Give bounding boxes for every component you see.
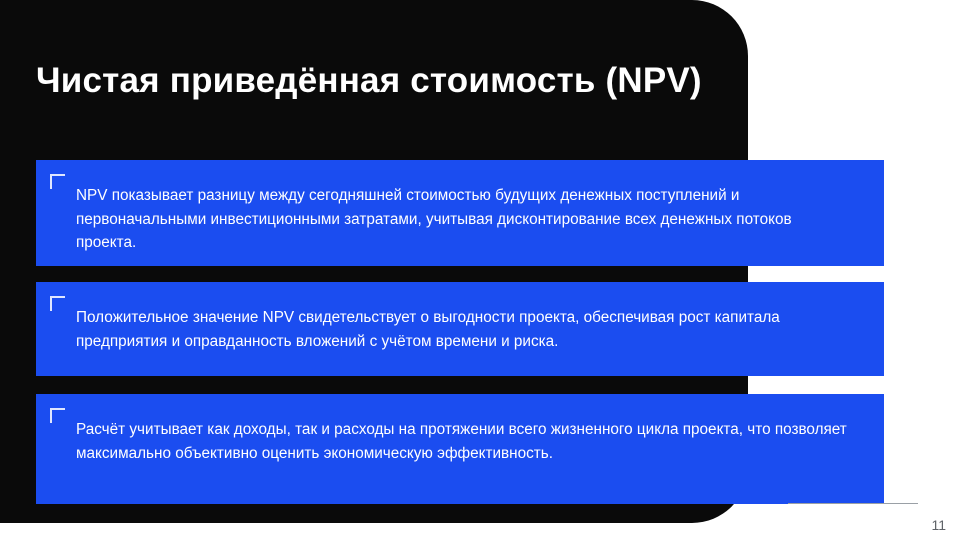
corner-bracket-icon bbox=[50, 174, 65, 189]
content-card-1 bbox=[36, 160, 884, 266]
content-card-3-text: Расчёт учитывает как доходы, так и расходы на протяжении всего жизненного цикла проекта, что позволяет максимально объективно оценить экономическую эффективность. bbox=[76, 421, 847, 462]
content-card-1-text: NPV показывает разницу между сегодняшней стоимостью будущих денежных поступлений и первоначальными инвестиционными затратами, учитывая дисконтирование всех денежных потоков проекта. bbox=[76, 187, 792, 252]
corner-bracket-icon bbox=[50, 296, 65, 311]
page-title: Чистая приведённая стоимость (NPV) bbox=[36, 61, 702, 101]
content-card-3 bbox=[36, 394, 884, 504]
page-number: 11 bbox=[931, 517, 946, 533]
content-card-2-text: Положительное значение NPV свидетельствует о выгодности проекта, обеспечивая рост капитала предприятия и оправданность вложений с учётом времени и риска. bbox=[76, 309, 780, 350]
content-card-2 bbox=[36, 282, 884, 376]
page-number-rule bbox=[788, 503, 918, 504]
corner-bracket-icon bbox=[50, 408, 65, 423]
